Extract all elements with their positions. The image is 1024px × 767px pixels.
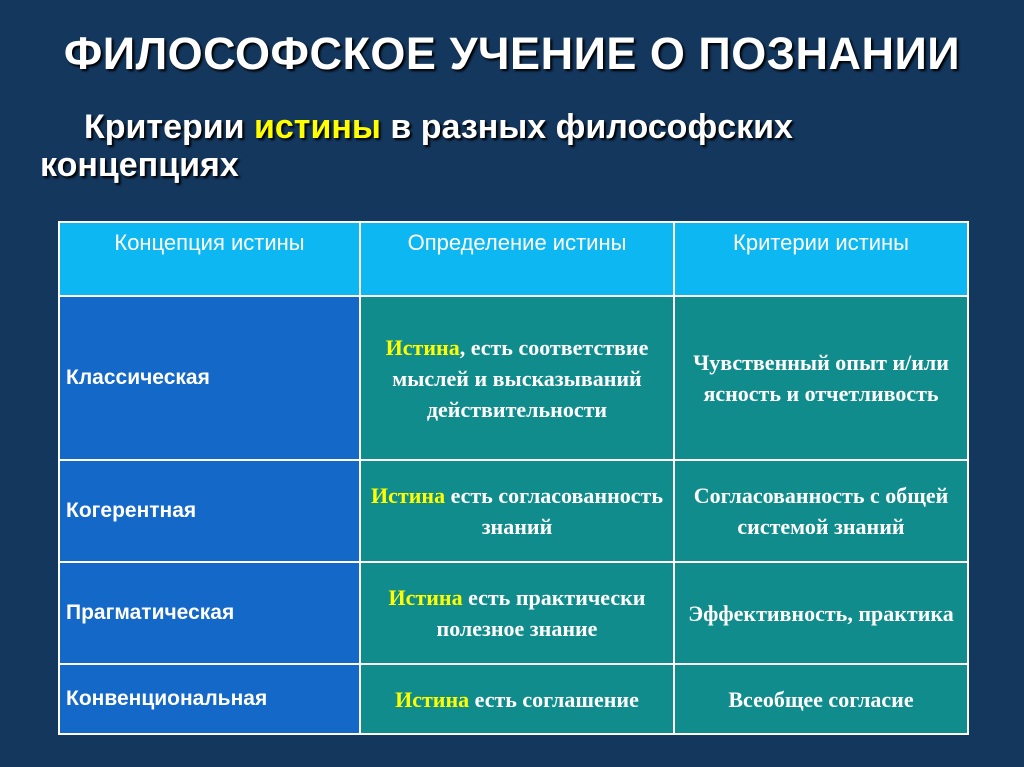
definition-highlight: Истина	[388, 585, 463, 610]
slide-subtitle	[40, 108, 980, 184]
criteria-cell: Чувственный опыт и/или ясность и отчетливость	[674, 296, 968, 460]
subtitle-highlight: истины	[254, 108, 381, 146]
table-row	[59, 296, 968, 460]
criteria-cell: Эффективность, практика	[674, 562, 968, 664]
table-row	[59, 460, 968, 562]
truth-criteria-table	[58, 221, 969, 735]
definition-highlight: Истина	[385, 334, 460, 360]
definition-cell	[360, 664, 674, 734]
definition-text: есть практически полезное знание	[436, 585, 646, 641]
header-concept: Концепция истины	[59, 222, 360, 296]
header-definition: Определение истины	[360, 222, 674, 296]
criteria-cell: Согласованность с общей системой знаний	[674, 460, 968, 562]
definition-highlight: Истина	[395, 686, 470, 712]
definition-cell	[360, 296, 674, 460]
criteria-cell: Всеобщее согласие	[674, 664, 968, 734]
concept-cell: Прагматическая	[59, 562, 360, 664]
header-criteria: Критерии истины	[674, 222, 968, 296]
definition-text: есть согласованность знаний	[445, 483, 663, 539]
concept-cell: Конвенциональная	[59, 664, 360, 734]
definition-highlight: Истина	[371, 483, 446, 508]
definition-cell	[360, 460, 674, 562]
table-header-row	[59, 222, 968, 296]
subtitle-part-1: Критерии	[84, 108, 254, 146]
subtitle-line-1	[40, 108, 980, 146]
subtitle-part-2: в разных философских	[380, 108, 793, 146]
definition-text: есть соглашение	[469, 686, 639, 712]
definition-cell	[360, 562, 674, 664]
table-row	[59, 562, 968, 664]
subtitle-line-2: концепциях	[40, 146, 239, 184]
table-row	[59, 664, 968, 734]
slide-title: ФИЛОСОФСКОЕ УЧЕНИЕ О ПОЗНАНИИ	[63, 28, 961, 79]
concept-cell: Классическая	[59, 296, 360, 460]
concept-cell: Когерентная	[59, 460, 360, 562]
definition-text: , есть соответствие мыслей и высказываний действительности	[392, 334, 649, 422]
